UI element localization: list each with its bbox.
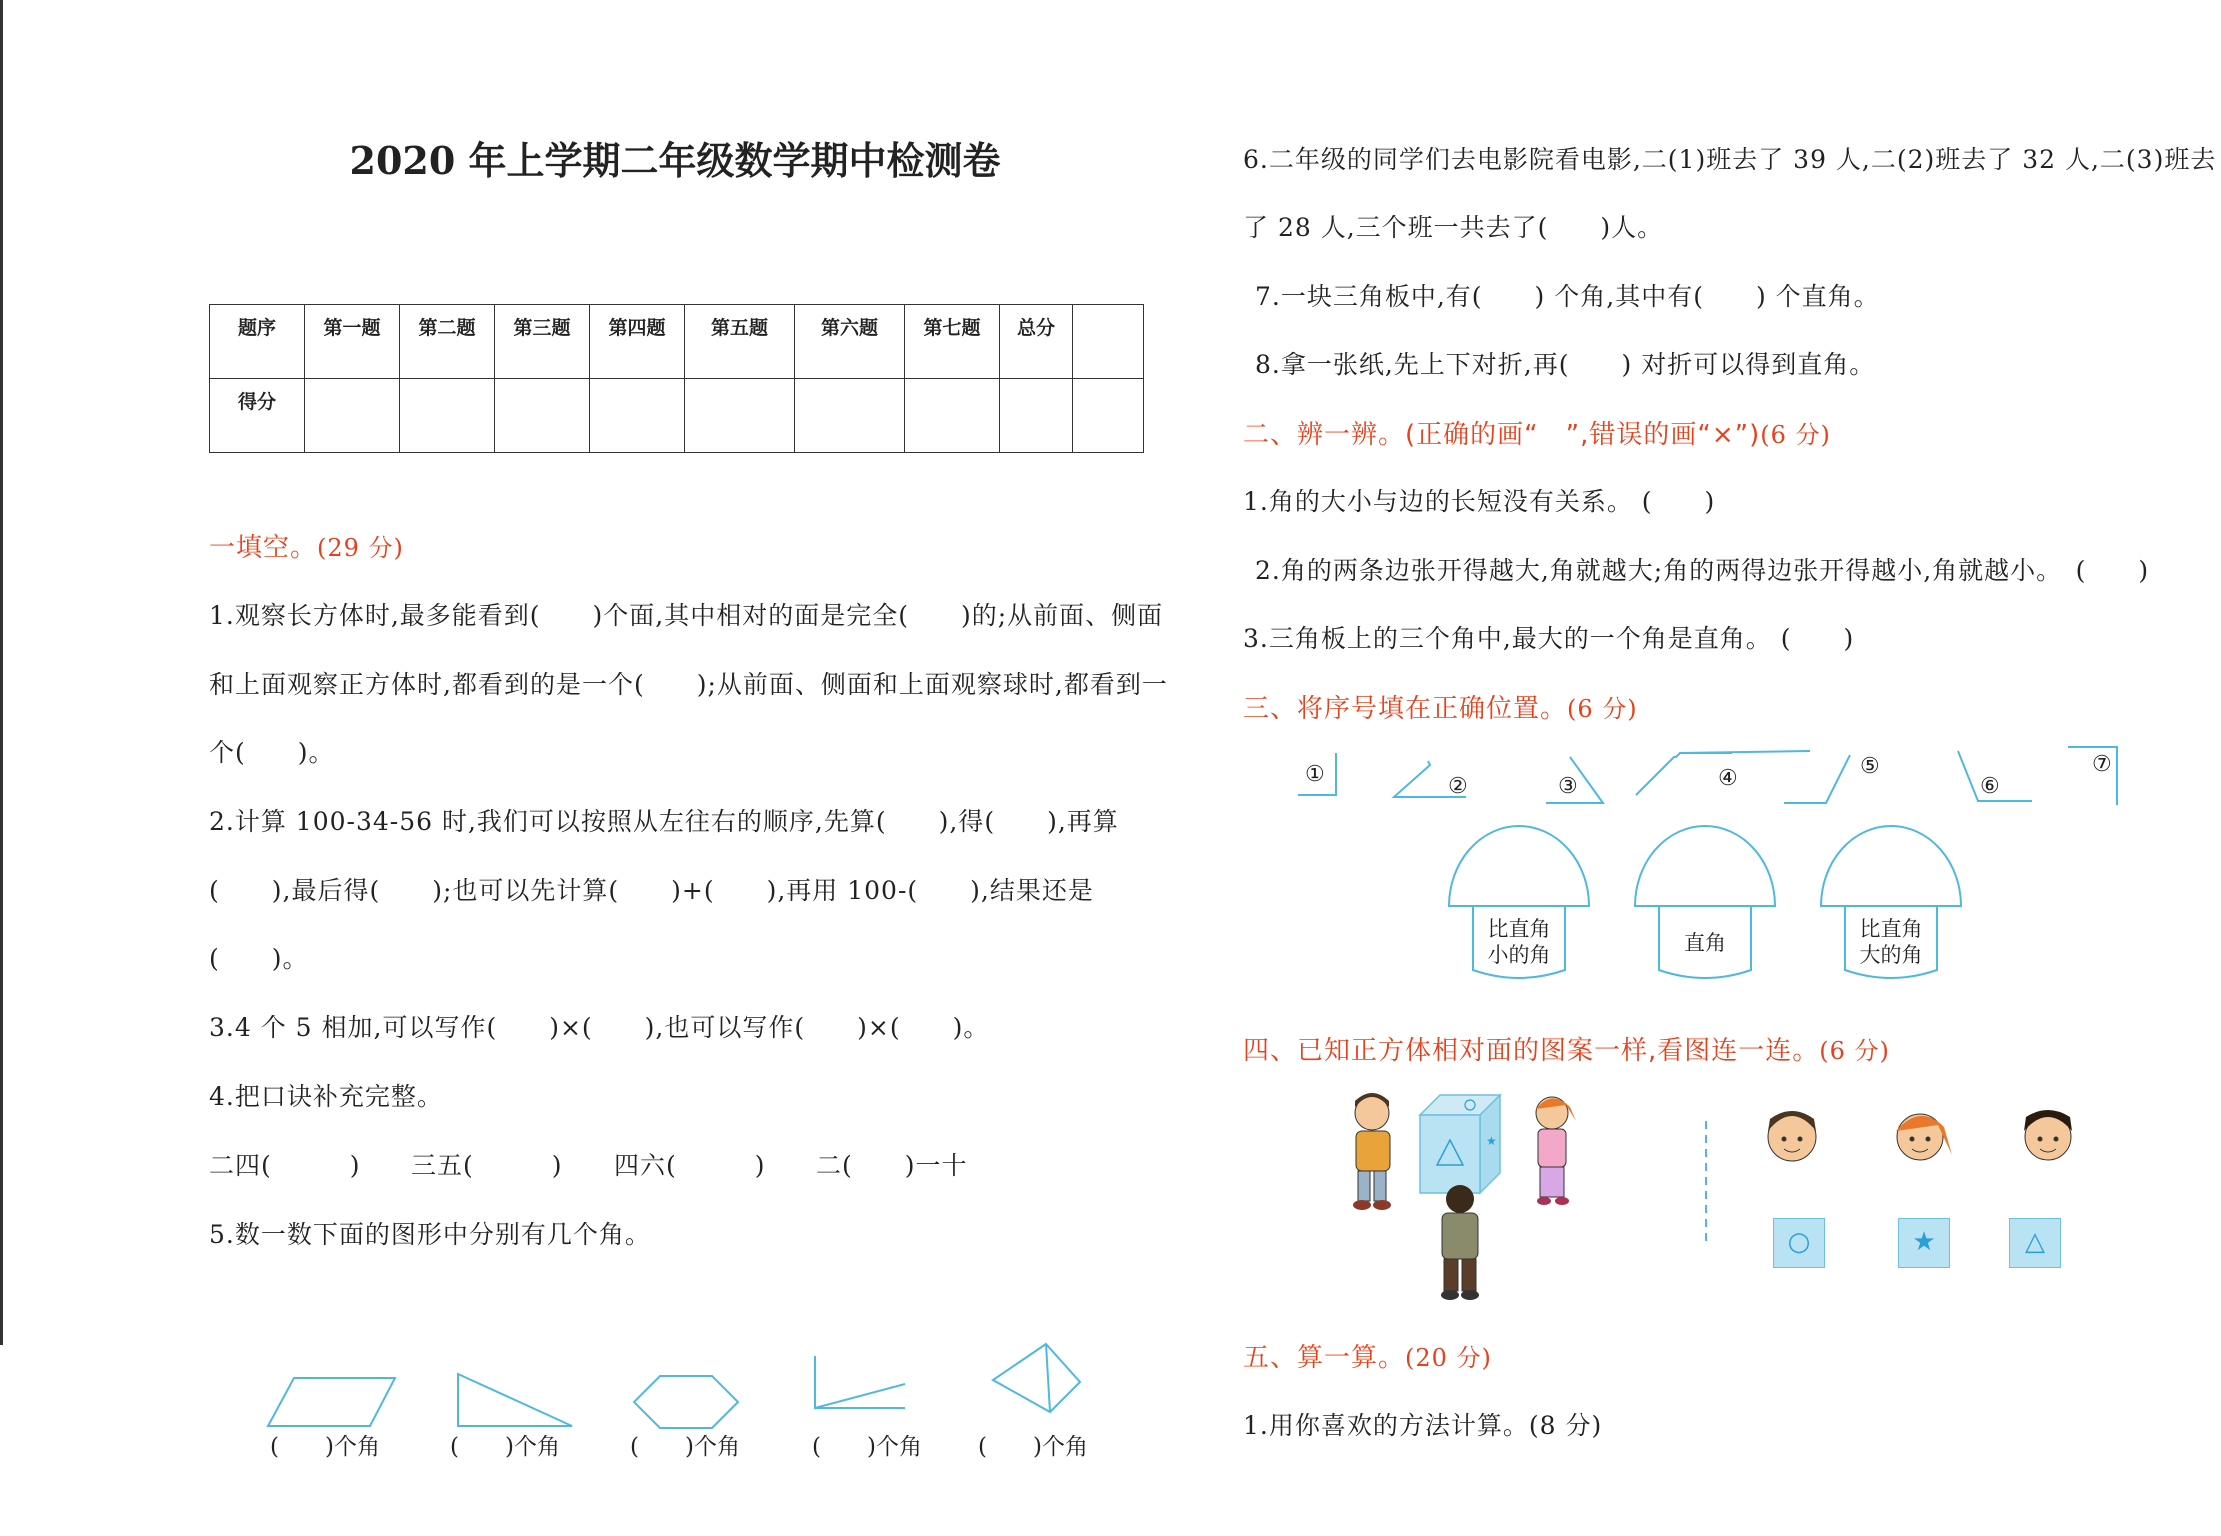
angle-figures: [1290, 745, 2140, 813]
question-text: ( )。: [209, 944, 309, 973]
score-input-cell[interactable]: [400, 379, 495, 453]
angle-count-label: ( )个角: [450, 1434, 560, 1460]
tetrahedron-edge: [1046, 1344, 1050, 1412]
section-title: 一填空。: [209, 533, 318, 563]
angle-count-label: ( )个角: [270, 1434, 380, 1460]
table-cell: [1073, 305, 1144, 379]
mnemonic-item: 三五( ): [411, 1151, 563, 1180]
question-text: 5.数一数下面的图形中分别有几个角。: [209, 1220, 651, 1249]
mushroom-label: [1473, 916, 1565, 968]
svg-text:★: ★: [1486, 1134, 1497, 1148]
mnemonic-item: 二四( ): [209, 1151, 361, 1180]
judgement-item: 3.三角板上的三个角中,最大的一个角是直角。 ( ): [1243, 624, 1855, 653]
question-text: ( ),最后得( );也可以先计算( )+( ),再用 100-( ),结果还是: [209, 876, 1094, 905]
cube-figure: [1420, 1095, 1500, 1193]
mushroom-label-line: 大的角: [1859, 943, 1923, 967]
question-text: 1.观察长方体时,最多能看到( )个面,其中相对的面是完全( )的;从前面、侧面: [209, 601, 1164, 630]
section-4-heading: [1243, 1030, 1890, 1067]
mushroom-label-line: 比直角: [1487, 917, 1551, 941]
judgement-item: 1.角的大小与边的长短没有关系。 ( ): [1243, 487, 1716, 516]
angle-count-label: ( )个角: [630, 1434, 740, 1460]
circle-icon: ○: [1787, 1227, 1811, 1257]
table-cell: 得分: [210, 379, 305, 453]
section-points: (6 分): [1760, 421, 1831, 449]
question-text: 6.二年级的同学们去电影院看电影,二(1)班去了 39 人,二(2)班去了 32 人,二(3)班去: [1243, 145, 2217, 174]
angle-number: ⑤: [1860, 754, 1881, 779]
symbol-box-star[interactable]: [1898, 1218, 1950, 1268]
angle-count-label: ( )个角: [812, 1434, 922, 1460]
boy-figure-back: [1441, 1185, 1479, 1300]
table-cell: 第二题: [400, 305, 495, 379]
mushroom-label-line: 比直角: [1859, 917, 1923, 941]
score-input-cell[interactable]: [905, 379, 1000, 453]
question-text: 7.一块三角板中,有( ) 个角,其中有( ) 个直角。: [1255, 282, 1880, 311]
section-5-heading: [1243, 1337, 1492, 1374]
mushroom-label: [1659, 930, 1751, 956]
score-input-cell[interactable]: [685, 379, 795, 453]
mushroom-label-line: 小的角: [1487, 943, 1551, 967]
page-title: 2020 年上学期二年级数学期中检测卷: [349, 138, 1001, 183]
symbol-box-triangle[interactable]: [2009, 1218, 2061, 1268]
triangle-shape: [458, 1374, 572, 1426]
column-divider: [0, 0, 3, 1345]
section-title: 四、已知正方体相对面的图案一样,看图连一连。: [1243, 1036, 1820, 1066]
cube-scene-illustration: [1330, 1085, 2200, 1310]
score-input-cell[interactable]: [305, 379, 400, 453]
angle-number: ⑦: [2092, 752, 2113, 777]
obtuse-angle-ray: [1680, 751, 1810, 753]
boy-head-left: [1768, 1111, 1816, 1161]
question-text: 了 28 人,三个班一共去了( )人。: [1243, 213, 1664, 242]
question-text: 和上面观察正方体时,都看到的是一个( );从前面、侧面和上面观察球时,都看到一: [209, 670, 1168, 699]
angle-shape: [815, 1356, 905, 1408]
acute-angle-figure: [1784, 755, 1850, 803]
parallelogram-shape: [268, 1378, 395, 1426]
section-3-heading: [1243, 688, 1638, 725]
section-points: (29 分): [317, 534, 404, 562]
question-text: 8.拿一张纸,先上下对折,再( ) 对折可以得到直角。: [1255, 350, 1876, 379]
girl-figure: [1536, 1097, 1576, 1205]
boy-figure-left: [1353, 1093, 1391, 1210]
section-1-heading: [209, 527, 404, 564]
score-input-cell[interactable]: [795, 379, 905, 453]
star-icon: ★: [1912, 1227, 1936, 1257]
question-text: 2.计算 100-34-56 时,我们可以按照从左往右的顺序,先算( ),得( ),再算: [209, 807, 1119, 836]
table-cell: 第五题: [685, 305, 795, 379]
angle-number: ②: [1448, 774, 1469, 799]
boy-head-right: [2024, 1110, 2072, 1160]
table-cell: 第一题: [305, 305, 400, 379]
mnemonic-item: 二( )一十: [816, 1151, 968, 1180]
score-table-score-row: [210, 379, 1144, 453]
angle-count-label: ( )个角: [978, 1434, 1088, 1460]
tetrahedron-shape: [993, 1344, 1080, 1412]
girl-head: [1896, 1114, 1952, 1160]
table-cell: 第三题: [495, 305, 590, 379]
angle-number: ①: [1305, 762, 1326, 787]
angle-number: ⑥: [1980, 774, 2001, 799]
table-cell: 第七题: [905, 305, 1000, 379]
section-title: 三、将序号填在正确位置。: [1243, 694, 1568, 724]
table-cell: 题序: [210, 305, 305, 379]
table-cell: 第六题: [795, 305, 905, 379]
score-input-cell[interactable]: [590, 379, 685, 453]
angle-number: ④: [1718, 766, 1739, 791]
question-text: 1.用你喜欢的方法计算。(8 分): [1243, 1411, 1603, 1440]
score-input-cell[interactable]: [1073, 379, 1144, 453]
score-input-cell[interactable]: [1000, 379, 1073, 453]
question-text: 3.4 个 5 相加,可以写作( )×( ),也可以写作( )×( )。: [209, 1013, 990, 1042]
score-table-header-row: [210, 305, 1144, 379]
triangle-icon: △: [2025, 1227, 2045, 1257]
question-text: 个( )。: [209, 738, 335, 767]
section-points: (6 分): [1567, 695, 1638, 723]
section-points: (20 分): [1405, 1344, 1492, 1372]
mushroom-label: [1845, 916, 1937, 968]
section-title: 二、辨一辨。(正确的画“ ”,错误的画“×”): [1243, 420, 1761, 450]
score-input-cell[interactable]: [495, 379, 590, 453]
question-text: 4.把口诀补充完整。: [209, 1082, 443, 1111]
section-points: (6 分): [1819, 1037, 1890, 1065]
mnemonic-item: 四六( ): [614, 1151, 766, 1180]
angle-count-shapes: [260, 1340, 1110, 1430]
hexagon-shape: [634, 1376, 738, 1428]
table-cell: 总分: [1000, 305, 1073, 379]
section-2-heading: [1243, 414, 1831, 451]
section-title: 五、算一算。: [1243, 1343, 1406, 1373]
table-cell: 第四题: [590, 305, 685, 379]
mushroom-label-line: 直角: [1684, 931, 1726, 955]
score-table: [209, 304, 1144, 453]
angle-number: ③: [1558, 774, 1579, 799]
symbol-box-circle[interactable]: [1773, 1218, 1825, 1268]
judgement-item: 2.角的两条边张开得越大,角就越大;角的两得边张开得越小,角就越小。 ( ): [1255, 556, 2150, 585]
